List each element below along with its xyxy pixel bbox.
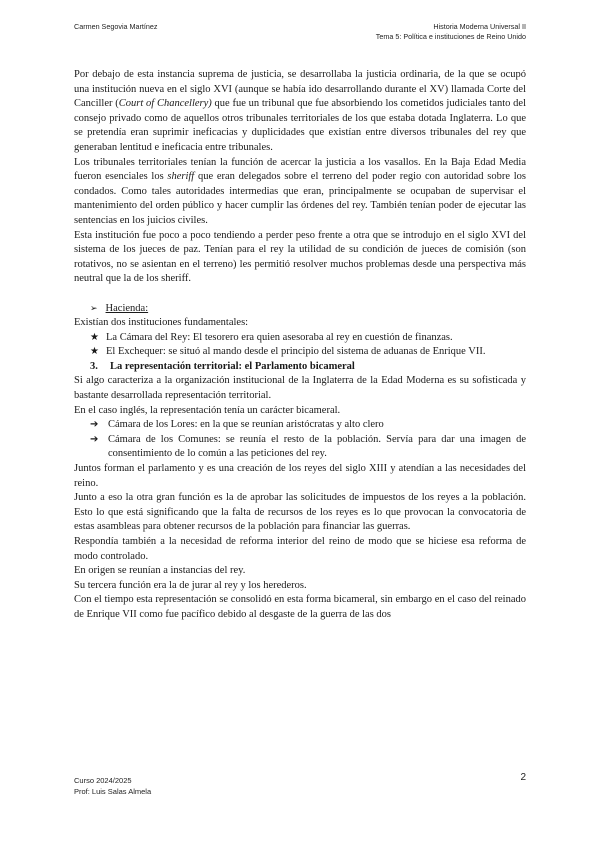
footer-year: Curso 2024/2025 — [74, 776, 132, 785]
section-heading — [74, 360, 526, 375]
paragraph: Con el tiempo esta representación se consolidó en esta forma bicameral, sin embargo en el caso del reinado de Enrique VII como fue pacífico debido al desgaste de la guerra de las dos — [74, 594, 526, 620]
list-item: ★ La Cámara del Rey: El tesorero era quien asesoraba al rey en cuestión de finanzas. — [74, 331, 526, 346]
page-number: 2 — [520, 772, 526, 783]
paragraph: Si algo caracteriza a la organización institucional de la Inglaterra de la Edad Moderna es su sofisticada y bastante desarrollada representación territorial. — [74, 375, 526, 402]
emphasis: sheriff — [167, 171, 195, 183]
header-topic: Tema 5: Política e instituciones de Reino Unido — [375, 32, 526, 41]
subheading-title: Hacienda: — [105, 302, 149, 314]
paragraph: Por debajo de esta instancia suprema de justicia, se desarrollaba la justicia ordinaria, de la que se ocupó una institución nueva en el siglo XVI (aunque se había ido desarrollando durante el XV) llamada Corte del Canciller (Court of Chancellery) que fue un tribunal que fue absorbiendo los cometidos judiciales tanto del consejo privado como de aquellos otros tribunales territoriales de los que estaba dotada Inglaterra. Lo que se pretendía eran suprimir ineficacias y duplicidades que existían entre diversos tribunales del rey que generaban lentitud e ineficacia entre tribunales. — [74, 69, 526, 153]
list-item: ★ El Exchequer: se situó al mando desde el principio del sistema de aduanas de Enrique VII. — [74, 345, 526, 360]
star-bullet-icon: ★ — [90, 346, 99, 358]
list-item: ➔ Cámara de los Lores: en la que se reunían aristócratas y alto clero — [74, 418, 526, 433]
arrow-bullet-icon: ➔ — [90, 419, 99, 431]
paragraph: Existían dos instituciones fundamentales: — [74, 317, 249, 329]
paragraph: Los tribunales territoriales tenían la función de acercar la justicia a los vasallos. En la Baja Edad Media fueron esenciales los sheriff que eran delegados sobre el terreno del poder regio con autoridad sobre los condados. Como tales autoridades intermedias que eran, principalmente se ocupaban de supervisar el mantenimiento del orden público y hacer cumplir las órdenes del rey. También tenían poder de ejecutar las sentencias en los juicios civiles. — [74, 156, 526, 226]
document-body — [74, 68, 526, 623]
section-number: 3. — [90, 360, 98, 372]
arrow-bullet-icon: ➔ — [90, 433, 99, 445]
section-title: La representación territorial: el Parlamento bicameral — [110, 360, 355, 372]
list-item: ➔ Cámara de los Comunes: se reunía el resto de la población. Servía para dar una imagen de consentimiento de lo común a las peticiones del rey. — [90, 433, 526, 460]
footer-info — [74, 775, 151, 797]
paragraph: Juntos forman el parlamento y es una creación de los reyes del siglo XIII y atendían a las necesidades del reino. — [74, 463, 526, 489]
paragraph: Su tercera función era la de jurar al rey y los herederos. — [74, 579, 307, 591]
header-course-block — [376, 22, 526, 42]
subheading-hacienda — [74, 302, 526, 317]
paragraph: Esta institución fue poco a poco tendiendo a perder peso frente a otra que se introdujo en el siglo XVI del sistema de los jueces de paz. Tenían para el rey la utilidad de su condición de jueces de comisión (son rotativos, no se asientan en el terreno) les permitió resolver muchos problemas desde una perspectiva más neutral que la de los sheriff. — [74, 229, 526, 285]
star-bullet-icon: ★ — [90, 331, 99, 343]
footer-professor: Prof: Luis Salas Almela — [74, 787, 152, 796]
hacienda-list — [74, 331, 526, 360]
spacer — [74, 287, 526, 302]
paragraph: En origen se reunían a instancias del rey. — [74, 565, 246, 577]
arrowhead-bullet-icon: ➢ — [90, 303, 98, 314]
chambers-list — [74, 418, 526, 462]
header-author: Carmen Segovia Martínez — [74, 22, 158, 31]
paragraph: En el caso inglés, la representación tenía un carácter bicameral. — [74, 404, 341, 416]
paragraph: Junto a eso la otra gran función es la de aprobar las solicitudes de impuestos de los reyes a la población. Esto lo que está significando que la falta de recursos de los reyes es lo que provocan la convocatoria de estas asambleas para obtener recursos de la población para financiar las guerras. — [74, 492, 526, 533]
emphasis: Court of Chancellery) — [118, 98, 212, 110]
header-course: Historia Moderna Universal II — [433, 22, 526, 31]
paragraph: Respondía también a la necesidad de reforma interior del reino de modo que se hiciese esa reforma de modo controlado. — [74, 536, 526, 562]
